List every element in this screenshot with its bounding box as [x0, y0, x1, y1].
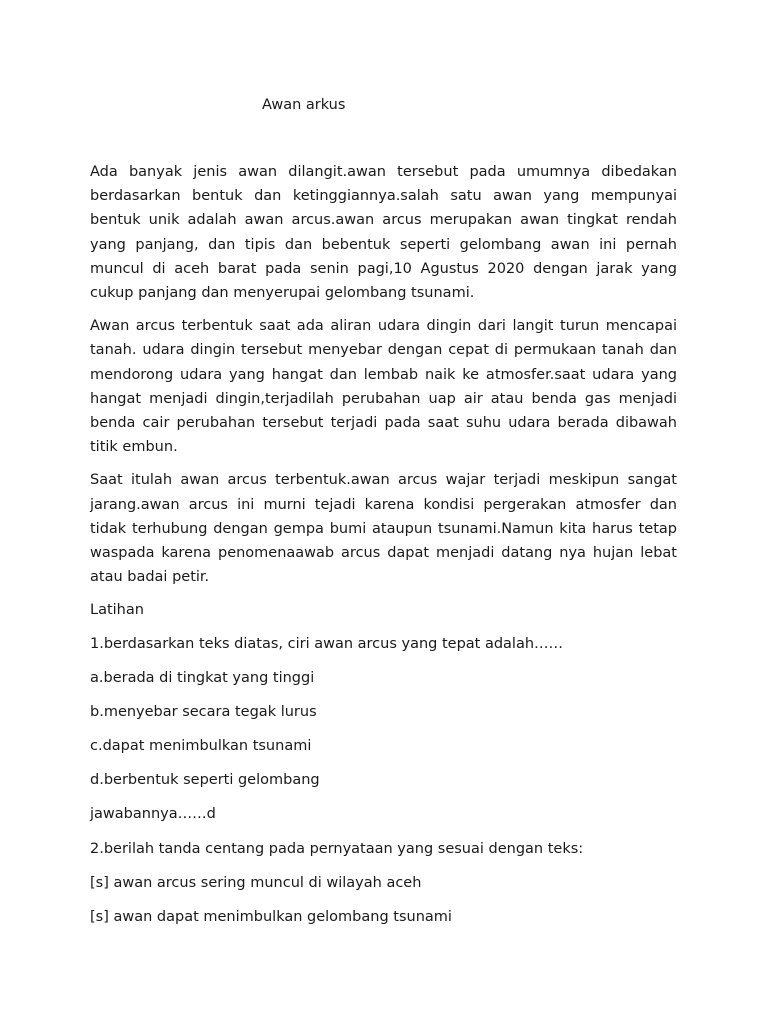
- statement-1-block: [90, 871, 677, 895]
- option-a-block: [90, 666, 677, 690]
- option-c-block: [90, 734, 677, 758]
- paragraph-1: Ada banyak jenis awan dilangit.awan tersebut pada umumnya dibedakan berdasarkan bentuk dan ketinggiannya.salah satu awan yang mempunyai bentuk unik adalah awan arcus.awan arcus merupakan awan tingkat rendah yang panjang, dan tipis dan bebentuk seperti gelombang awan ini pernah muncul di aceh barat pada senin pagi,10 Agustus 2020 dengan jarak yang cukup panjang dan menyerupai gelombang tsunami.: [90, 164, 677, 302]
- exercise-heading: Latihan: [90, 602, 144, 618]
- document-body: [90, 160, 677, 598]
- statement-2: [s] awan dapat menimbulkan gelombang tsunami: [90, 909, 452, 925]
- paragraph-2: Awan arcus terbentuk saat ada aliran udara dingin dari langit turun mencapai tanah. udara dingin tersebut menyebar dengan cepat di permukaan tanah dan mendorong udara yang hangat dan lembab naik ke atmosfer.saat udara yang hangat menjadi dingin,terjadilah perubahan uap air atau benda gas menjadi benda cair perubahan tersebut terjadi pada saat suhu udara berada dibawah titik embun.: [90, 318, 677, 456]
- option-d-block: [90, 768, 677, 792]
- document-title: Awan arkus: [262, 97, 346, 113]
- question-2-block: [90, 837, 677, 861]
- question-1-block: [90, 632, 677, 656]
- option-d: d.berbentuk seperti gelombang: [90, 772, 320, 788]
- statement-1: [s] awan arcus sering muncul di wilayah aceh: [90, 875, 422, 891]
- option-c: c.dapat menimbulkan tsunami: [90, 738, 312, 754]
- option-b: b.menyebar secara tegak lurus: [90, 704, 317, 720]
- answer-text: jawabannya……d: [90, 806, 216, 822]
- option-b-block: [90, 700, 677, 724]
- question-1: 1.berdasarkan teks diatas, ciri awan arcus yang tepat adalah……: [90, 636, 564, 652]
- statement-2-block: [90, 905, 677, 929]
- answer-block: [90, 802, 677, 826]
- paragraph-3: Saat itulah awan arcus terbentuk.awan arcus wajar terjadi meskipun sangat jarang.awan arcus ini murni tejadi karena kondisi pergerakan atmosfer dan tidak terhubung dengan gempa bumi ataupun tsunami.Namun kita harus tetap waspada karena penomenaawab arcus dapat menjadi datang nya hujan lebat atau badai petir.: [90, 472, 677, 586]
- option-a: a.berada di tingkat yang tinggi: [90, 670, 315, 686]
- question-2: 2.berilah tanda centang pada pernyataan yang sesuai dengan teks:: [90, 841, 584, 857]
- exercise-heading-block: [90, 598, 677, 622]
